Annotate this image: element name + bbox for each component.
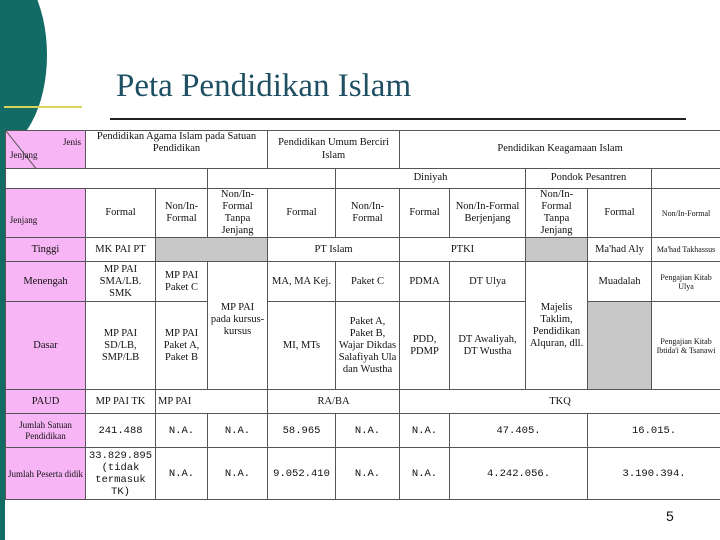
- col-umum-nonformal: Non/In-Formal: [336, 189, 400, 238]
- cell-dasar-nonformal: MP PAI Paket A, Paket B: [156, 302, 208, 390]
- cell-tinggi-umum: PT Islam: [268, 238, 400, 262]
- cell-menengah-pondok-nf: Pengajian Kitab Ulya: [652, 262, 720, 302]
- title-underline: [110, 118, 686, 120]
- col-nonformal-tanpa: Non/In-Formal Tanpa Jenjang: [208, 189, 268, 238]
- cell-peserta-8: 3.190.394.: [588, 448, 720, 500]
- jenjang-label-2: Jenjang: [9, 215, 38, 226]
- cell-menengah-din-nf: DT Ulya: [450, 262, 526, 302]
- header-pondok: Pondok Pesantren: [526, 169, 652, 189]
- cell-menengah-umum-nf: Paket C: [336, 262, 400, 302]
- cell-tinggi-grey1: [156, 238, 268, 262]
- cell-satuan-6: N.A.: [400, 414, 450, 448]
- cell-dasar-tanpa: MP PAI pada kursus-kursus: [208, 262, 268, 390]
- page-title: Peta Pendidikan Islam: [116, 68, 412, 104]
- cell-satuan-2: N.A.: [156, 414, 208, 448]
- cell-menengah-pondok: Muadalah: [588, 262, 652, 302]
- cell-menengah-umum-formal: MA, MA Kej.: [268, 262, 336, 302]
- jenis-jenjang-header: [6, 131, 86, 169]
- cell-dasar-din-nf: DT Awaliyah, DT Wustha: [450, 302, 526, 390]
- cell-dasar-din-formal: PDD, PDMP: [400, 302, 450, 390]
- accent-line: [4, 106, 82, 108]
- cell-paud-umum: RA/BA: [268, 390, 400, 414]
- cell-satuan-7: 47.405.: [450, 414, 588, 448]
- cell-peserta-4: 9.052.410: [268, 448, 336, 500]
- col-pondok-formal: Formal: [588, 189, 652, 238]
- jenjang-label: Jenjang: [10, 149, 38, 160]
- cell-peserta-2: N.A.: [156, 448, 208, 500]
- cell-menengah-nonformal: MP PAI Paket C: [156, 262, 208, 302]
- cell-peserta-7: 4.242.056.: [450, 448, 588, 500]
- header-umum-spacer: [208, 169, 336, 189]
- cell-menengah-formal: MP PAI SMA/LB. SMK: [86, 262, 156, 302]
- cell-paud-formal: MP PAI TK: [86, 390, 156, 414]
- header-pai: Pendidikan Agama Islam pada Satuan Pendidikan: [86, 131, 268, 169]
- col-diniyah-berjenjang: Non/In-Formal Berjenjang: [450, 189, 526, 238]
- cell-tinggi-diniyah: PTKI: [400, 238, 526, 262]
- col-umum-formal: Formal: [268, 189, 336, 238]
- row-label-jumlah-peserta: Jumlah Peserta didik: [6, 448, 86, 500]
- cell-peserta-3: N.A.: [208, 448, 268, 500]
- cell-dasar-grey: [588, 302, 652, 390]
- cell-satuan-1: 241.488: [86, 414, 156, 448]
- teal-ellipse: [0, 0, 47, 150]
- row-label-menengah: Menengah: [6, 262, 86, 302]
- jenjang-header-cell: [6, 189, 86, 238]
- cell-satuan-4: 58.965: [268, 414, 336, 448]
- cell-tinggi-pondok: Ma'had Aly: [588, 238, 652, 262]
- cell-paud-keagamaan: TKQ: [400, 390, 720, 414]
- cell-dasar-pondok-nf: Pengajian Kitab Ibtida'i & Tsanawi: [652, 302, 720, 390]
- cell-menengah-din-formal: PDMA: [400, 262, 450, 302]
- cell-dasar-umum-nf: Paket A, Paket B, Wajar Dikdas Salafiyah Ula dan Wustha: [336, 302, 400, 390]
- cell-satuan-5: N.A.: [336, 414, 400, 448]
- cell-satuan-3: N.A.: [208, 414, 268, 448]
- header-umum: Pendidikan Umum Berciri Islam: [268, 131, 400, 169]
- cell-dasar-umum-formal: MI, MTs: [268, 302, 336, 390]
- jenis-label: Jenis: [63, 137, 81, 147]
- cell-satuan-8: 16.015.: [588, 414, 720, 448]
- cell-peserta-6: N.A.: [400, 448, 450, 500]
- cell-peserta-1: 33.829.895 (tidak termasuk TK): [86, 448, 156, 500]
- cell-peserta-5: N.A.: [336, 448, 400, 500]
- education-map-table: [5, 130, 720, 500]
- cell-tinggi-pondok-nf: Ma'had Takhassus: [652, 238, 720, 262]
- row-label-tinggi: Tinggi: [6, 238, 86, 262]
- col-diniyah-tanpa: Non/In-Formal Tanpa Jenjang: [526, 189, 588, 238]
- cell-tinggi-pai: MK PAI PT: [86, 238, 156, 262]
- col-formal: Formal: [86, 189, 156, 238]
- page-number: 5: [666, 508, 674, 524]
- col-diniyah-formal: Formal: [400, 189, 450, 238]
- header-keagamaan: Pendidikan Keagamaan Islam: [400, 131, 720, 169]
- row-label-dasar: Dasar: [6, 302, 86, 390]
- cell-tinggi-grey2: [526, 238, 588, 262]
- cell-dasar-formal: MP PAI SD/LB, SMP/LB: [86, 302, 156, 390]
- col-nonformal: Non/In-Formal: [156, 189, 208, 238]
- row-label-jumlah-satuan: Jumlah Satuan Pendidikan: [6, 414, 86, 448]
- header-pai-spacer: [6, 169, 208, 189]
- cell-paud-nonformal: MP PAI: [156, 390, 268, 414]
- cell-dasar-din-tanpa: Majelis Taklim, Pendidikan Alquran, dll.: [526, 262, 588, 390]
- col-pondok-nonformal: Non/In-Formal: [652, 189, 720, 238]
- row-label-paud: PAUD: [6, 390, 86, 414]
- header-diniyah: Diniyah: [336, 169, 526, 189]
